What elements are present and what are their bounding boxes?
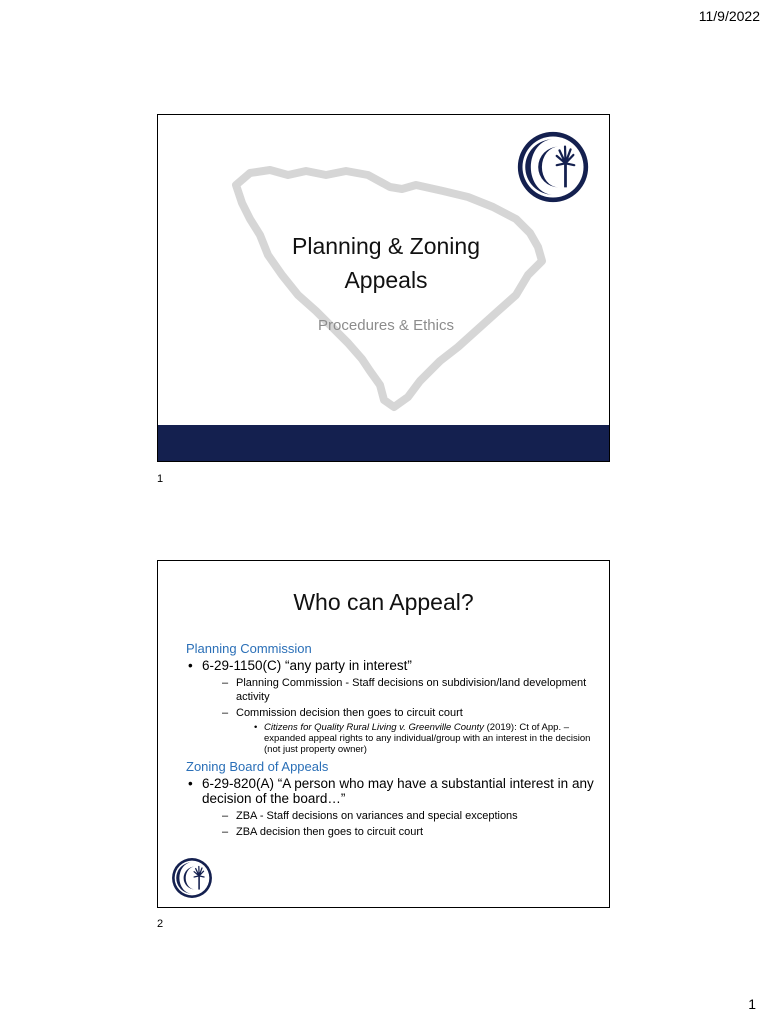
bullet-zoning-statute: • 6-29-820(A) “A person who may have a substantial interest in any decision of the board…” bbox=[186, 776, 598, 806]
sub-bullet-staff-decisions: – Planning Commission - Staff decisions on subdivision/land development activity bbox=[222, 676, 598, 704]
bullet-planning-statute: • 6-29-1150(C) “any party in interest” bbox=[186, 658, 598, 673]
slide-1-number: 1 bbox=[157, 473, 164, 485]
sub-bullet-zba-staff-decisions: – ZBA - Staff decisions on variances and special exceptions bbox=[222, 809, 598, 823]
slide-2-number: 2 bbox=[157, 918, 164, 930]
palmetto-crescent-seal-icon bbox=[516, 130, 590, 204]
page-number: 1 bbox=[748, 996, 756, 1012]
case-description: (2019): Ct of App. – expanded appeal rights to any individual/group with an interest in the decision (not just property owner) bbox=[264, 722, 591, 755]
slide-2-title: Who can Appeal? bbox=[293, 589, 474, 615]
case-citation bbox=[254, 722, 598, 755]
section-heading-planning-commission: Planning Commission bbox=[186, 641, 312, 656]
slide-2-content bbox=[186, 641, 598, 841]
slide-1-title-line-2: Appeals bbox=[344, 267, 428, 293]
sub-bullet-zba-decision: – ZBA decision then goes to circuit court bbox=[222, 825, 598, 839]
case-name: Citizens for Quality Rural Living v. Greenville County bbox=[264, 722, 484, 733]
slide-1-title-line-1: Planning & Zoning bbox=[292, 233, 480, 259]
sub-bullet-commission-decision: – Commission decision then goes to circuit court bbox=[222, 706, 598, 720]
slide-1-subtitle: Procedures & Ethics bbox=[318, 317, 454, 334]
page-date: 11/9/2022 bbox=[698, 8, 760, 24]
slide-2 bbox=[157, 560, 610, 908]
slide-1-footer-band bbox=[158, 425, 609, 461]
section-heading-zoning-board: Zoning Board of Appeals bbox=[186, 759, 329, 774]
slide-1-title bbox=[248, 229, 524, 297]
slide-1 bbox=[157, 114, 610, 462]
palmetto-crescent-seal-icon bbox=[171, 857, 213, 899]
